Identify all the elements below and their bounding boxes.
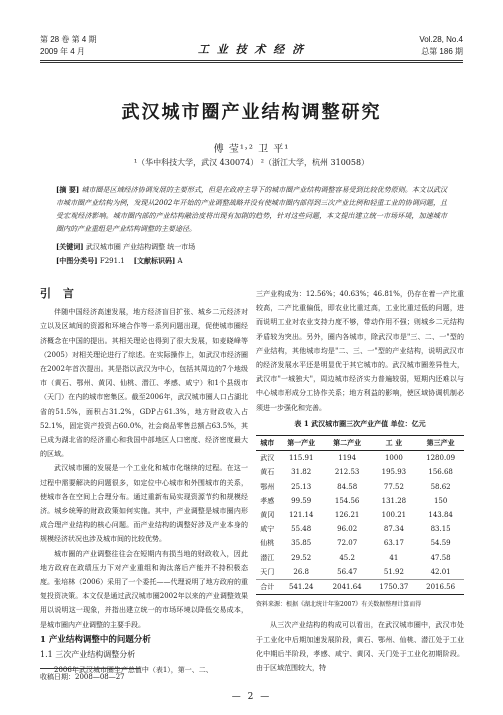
- table-cell: 56.47: [337, 567, 358, 576]
- table-row: [256, 494, 464, 508]
- intro-paragraph-3: 城市圈的产业调整往往会在短期内有损当地的财政收入，因此地方政府在政绩压力下对产业重组和淘汰落后产能并不持积极态度。张培林（2006）采用了一个委托——代理说明了地方政府的重复投资决策。本文仅是通过武汉城市圈2002年以来的产业调整效果用以说明这一现象，并指出建立统一的市场环境以降低交易成本，是城市圈内产业调整的主要手段。: [40, 549, 248, 629]
- table-cell: 100.21: [381, 511, 407, 520]
- table-cell: 潜江: [260, 553, 275, 562]
- table-source-note: 资料来源：根据《湖北统计年鉴2007》有关数据整理计算而得: [256, 601, 422, 609]
- volume-issue-en-line: Vol.28, No.4: [419, 35, 463, 44]
- total-issue-number: 总第 186 期: [421, 47, 463, 56]
- table-cell: 99.59: [291, 496, 312, 505]
- clc-code: F291.1: [99, 257, 125, 265]
- table-cell: 84.58: [337, 482, 358, 491]
- section-1-1-heading: 1.1 三次产业结构调整分析: [40, 650, 136, 660]
- table-cell: 143.84: [428, 511, 453, 520]
- table-cell: 212.53: [334, 468, 360, 477]
- table-header-cell: 第三产业: [426, 438, 455, 448]
- table-cell: 31.82: [291, 468, 312, 477]
- table-cell: 武汉: [260, 454, 275, 463]
- table-cell: 仙桃: [260, 539, 275, 548]
- abstract: [56, 183, 447, 236]
- table-cell: 2041.64: [324, 580, 371, 595]
- table-cell: 黄石: [260, 468, 275, 477]
- keywords-block: [56, 240, 447, 268]
- table-cell: 77.52: [383, 482, 404, 491]
- table-row: [256, 551, 464, 565]
- table-cell: 1750.37: [371, 580, 418, 595]
- table-cell: 29.52: [291, 553, 312, 562]
- table-cell: 150: [433, 496, 448, 505]
- table-cell: 131.28: [381, 496, 407, 505]
- table-cell: 156.68: [428, 468, 453, 477]
- right-column: [256, 287, 464, 675]
- intro-paragraph-2: 武汉城市圈的发展是一个工业化和城市化继续的过程。在这一过程中需要解决的问题很多，如定位中心城市和外围城市的关系，使城市各在空间上合理分布。通过重新布局实现资源节约和规模经济。城乡统筹的财政政策如何实施。其中，产业调整是城市圈内形成合理产业结构的核心问题。而产业结构的调整好涉及产业本身的规模经济状况也涉及城市间的比较优势。: [40, 464, 248, 544]
- section-1-1-text: 2006年武汉城市圈生产总值中（表1），第一、二、: [54, 666, 213, 675]
- table-header-cell: 第一产业: [287, 438, 316, 448]
- table-row: [256, 522, 464, 536]
- table-cell: 孝感: [260, 496, 275, 505]
- paper-title: 武汉城市圈产业结构调整研究: [121, 102, 382, 123]
- affiliations: ¹（华中科技大学，武汉 430074） ²（浙江大学，杭州 310058）: [133, 158, 370, 167]
- table-cell: 黄冈: [260, 511, 275, 520]
- header-rule-thin: [40, 62, 463, 63]
- table-cell: 126.21: [334, 511, 360, 520]
- table-cell: 55.48: [291, 525, 312, 534]
- table-cell: 2016.56: [417, 580, 464, 595]
- table-header-cell: 工 业: [385, 438, 403, 448]
- table-cell: 25.13: [291, 482, 312, 491]
- section-1-heading: 1 产业结构调整中的问题分析: [40, 634, 151, 645]
- table-cell: 51.92: [383, 567, 404, 576]
- clc-label: [中图分类号]: [56, 256, 98, 265]
- industry-output-table: [256, 435, 464, 595]
- table-cell: 83.15: [430, 525, 451, 534]
- header-rule: [40, 60, 463, 61]
- received-date: 收稿日期：2008—08—27: [40, 673, 125, 681]
- table-row: [256, 465, 464, 479]
- footnote-rule: [40, 668, 140, 669]
- table-cell: 41: [389, 553, 399, 562]
- publication-date: 2009 年 4 月: [40, 47, 85, 56]
- table-cell: 87.34: [383, 525, 404, 534]
- journal-name: 工 业 技 术 经 济: [197, 43, 306, 56]
- table-row: [256, 508, 464, 522]
- table-row: [256, 480, 464, 494]
- table-header-cell: 第二产业: [333, 438, 362, 448]
- table-cell: 121.14: [288, 511, 314, 520]
- page-number: — 2 —: [231, 692, 272, 702]
- intro-heading: 引 言: [40, 287, 78, 300]
- table-cell: 72.07: [337, 539, 358, 548]
- table-row: [256, 451, 464, 466]
- abstract-text: 城市圈是区域经济协调发展的主要形式，但是在政府主导下的城市圈产业结构调整容易受到比较优势原则。本文以武汉市城市圈产业结构为例，发现从2002年开始的产业调整战略并没有使城市圈内部得到三次产业比例和轻重工业的协调问题，且受宏观经济影响。城市圈内部的产业结构融洽度将出现有加剧的趋势，针对这些问题，本文提出建立统一市场环境，加速城市圈内的产业重组是产业结构调整的主要途径。: [56, 186, 448, 233]
- table-cell: 47.58: [430, 553, 451, 562]
- table-cell: 45.2: [339, 553, 355, 562]
- right-paragraph-1: 三产业构成为：12.56%；40.63%；46.81%，仍存在着一产比重较高，二产比重偏低，即农业比重过高，工业比重过低的问题，进而说明工业对农业支持力度不够，带动作用不强；则城乡二元结构矛盾较为突出。另外，圈内各城市，除武汉市是"三、二、一"型的产业结构，其他城市均是"二、三、一"型的产业结构，说明武汉市的经济发展水平还是明显优于其它城市的。武汉城市圈差异性大，武汉市"一城独大"，周边城市经济实力普遍较弱，短期内还难以与中心城市形成分工协作关系；地方利益的影响，使区域协调机制必须进一步强化和完善。: [256, 290, 464, 412]
- table-header-cell: 城市: [260, 438, 275, 448]
- table-header-row: [256, 436, 464, 451]
- table-row: [256, 536, 464, 550]
- volume-issue-line: 第 28 卷 第 4 期: [40, 35, 97, 44]
- table-caption: 表 1 武汉城市圈三次产业产值 单位：亿元: [294, 418, 426, 428]
- table-cell: 54.59: [430, 539, 451, 548]
- table-cell: 195.93: [381, 468, 407, 477]
- right-paragraph-2: 从三次产业结构的构成可以看出，在武汉城市圈中，武汉市处于工业化中后期加速发展阶段，黄石、鄂州、仙桃、潜江处于工业化中期后半阶段，孝感、咸宁、黄冈、天门处于工业化初期阶段。由于区域范围较大，特: [256, 621, 464, 673]
- table-cell: 咸宁: [260, 525, 275, 534]
- doc-code-label: [文献标识码]: [133, 256, 176, 265]
- table-cell: 天门: [260, 567, 275, 576]
- table-cell: 154.56: [334, 496, 360, 505]
- table-cell: 541.24: [279, 580, 324, 595]
- table-cell: 35.85: [291, 539, 312, 548]
- table-cell: 42.01: [430, 567, 451, 576]
- table-cell: 1280.09: [426, 454, 456, 463]
- table-cell: 合计: [256, 580, 279, 595]
- doc-code: A: [177, 257, 183, 265]
- left-column: [40, 287, 248, 677]
- table-total-row: [256, 580, 464, 595]
- keywords-label: [关键词]: [56, 242, 84, 251]
- table-cell: 63.17: [383, 539, 404, 548]
- table-cell: 96.02: [337, 525, 358, 534]
- table-cell: 1194: [338, 454, 357, 463]
- journal-volume-issue-en: [419, 34, 463, 58]
- table-row: [256, 565, 464, 580]
- table-cell: 鄂州: [260, 482, 275, 491]
- keywords-text: 武汉城市圈 产业结构调整 统一市场: [85, 243, 196, 251]
- abstract-label: [摘 要]: [56, 185, 80, 194]
- table-cell: 1000: [384, 454, 403, 463]
- table-cell: 26.8: [293, 567, 309, 576]
- authors: 傅 莹¹˒² 卫 平¹: [213, 144, 290, 155]
- table-cell: 58.62: [430, 482, 451, 491]
- table-cell: 115.91: [288, 454, 314, 463]
- intro-paragraph-1: 伴随中国经济高速发展，地方经济盲目扩张、城乡二元经济对立以及区域间的资源和环境合作等一系列问题出现，促使城市圈经济概念在中国的提出。其相关理论也得到了很大发展，如麦晓峰等（2005）对相关理论进行了综述。在实际操作上，如武汉市经济圈在2002年首次提出。其是指以武汉为中心，包括其周边的7个地级市（黄石、鄂州、黄冈、仙桃、潜江、孝感、咸宁）和1个县级市（天门）在内的城市密集区。截至2006年，武汉城市圈人口占湖北省的51.5%，面积占31.2%，GDP占61.3%，地方财政收入占52.1%，固定资产投资占60.0%，社会商品零售总额占63.5%，其已成为湖北省的经济重心和我国中部地区人口密度、经济密度最大的区域。: [40, 308, 248, 459]
